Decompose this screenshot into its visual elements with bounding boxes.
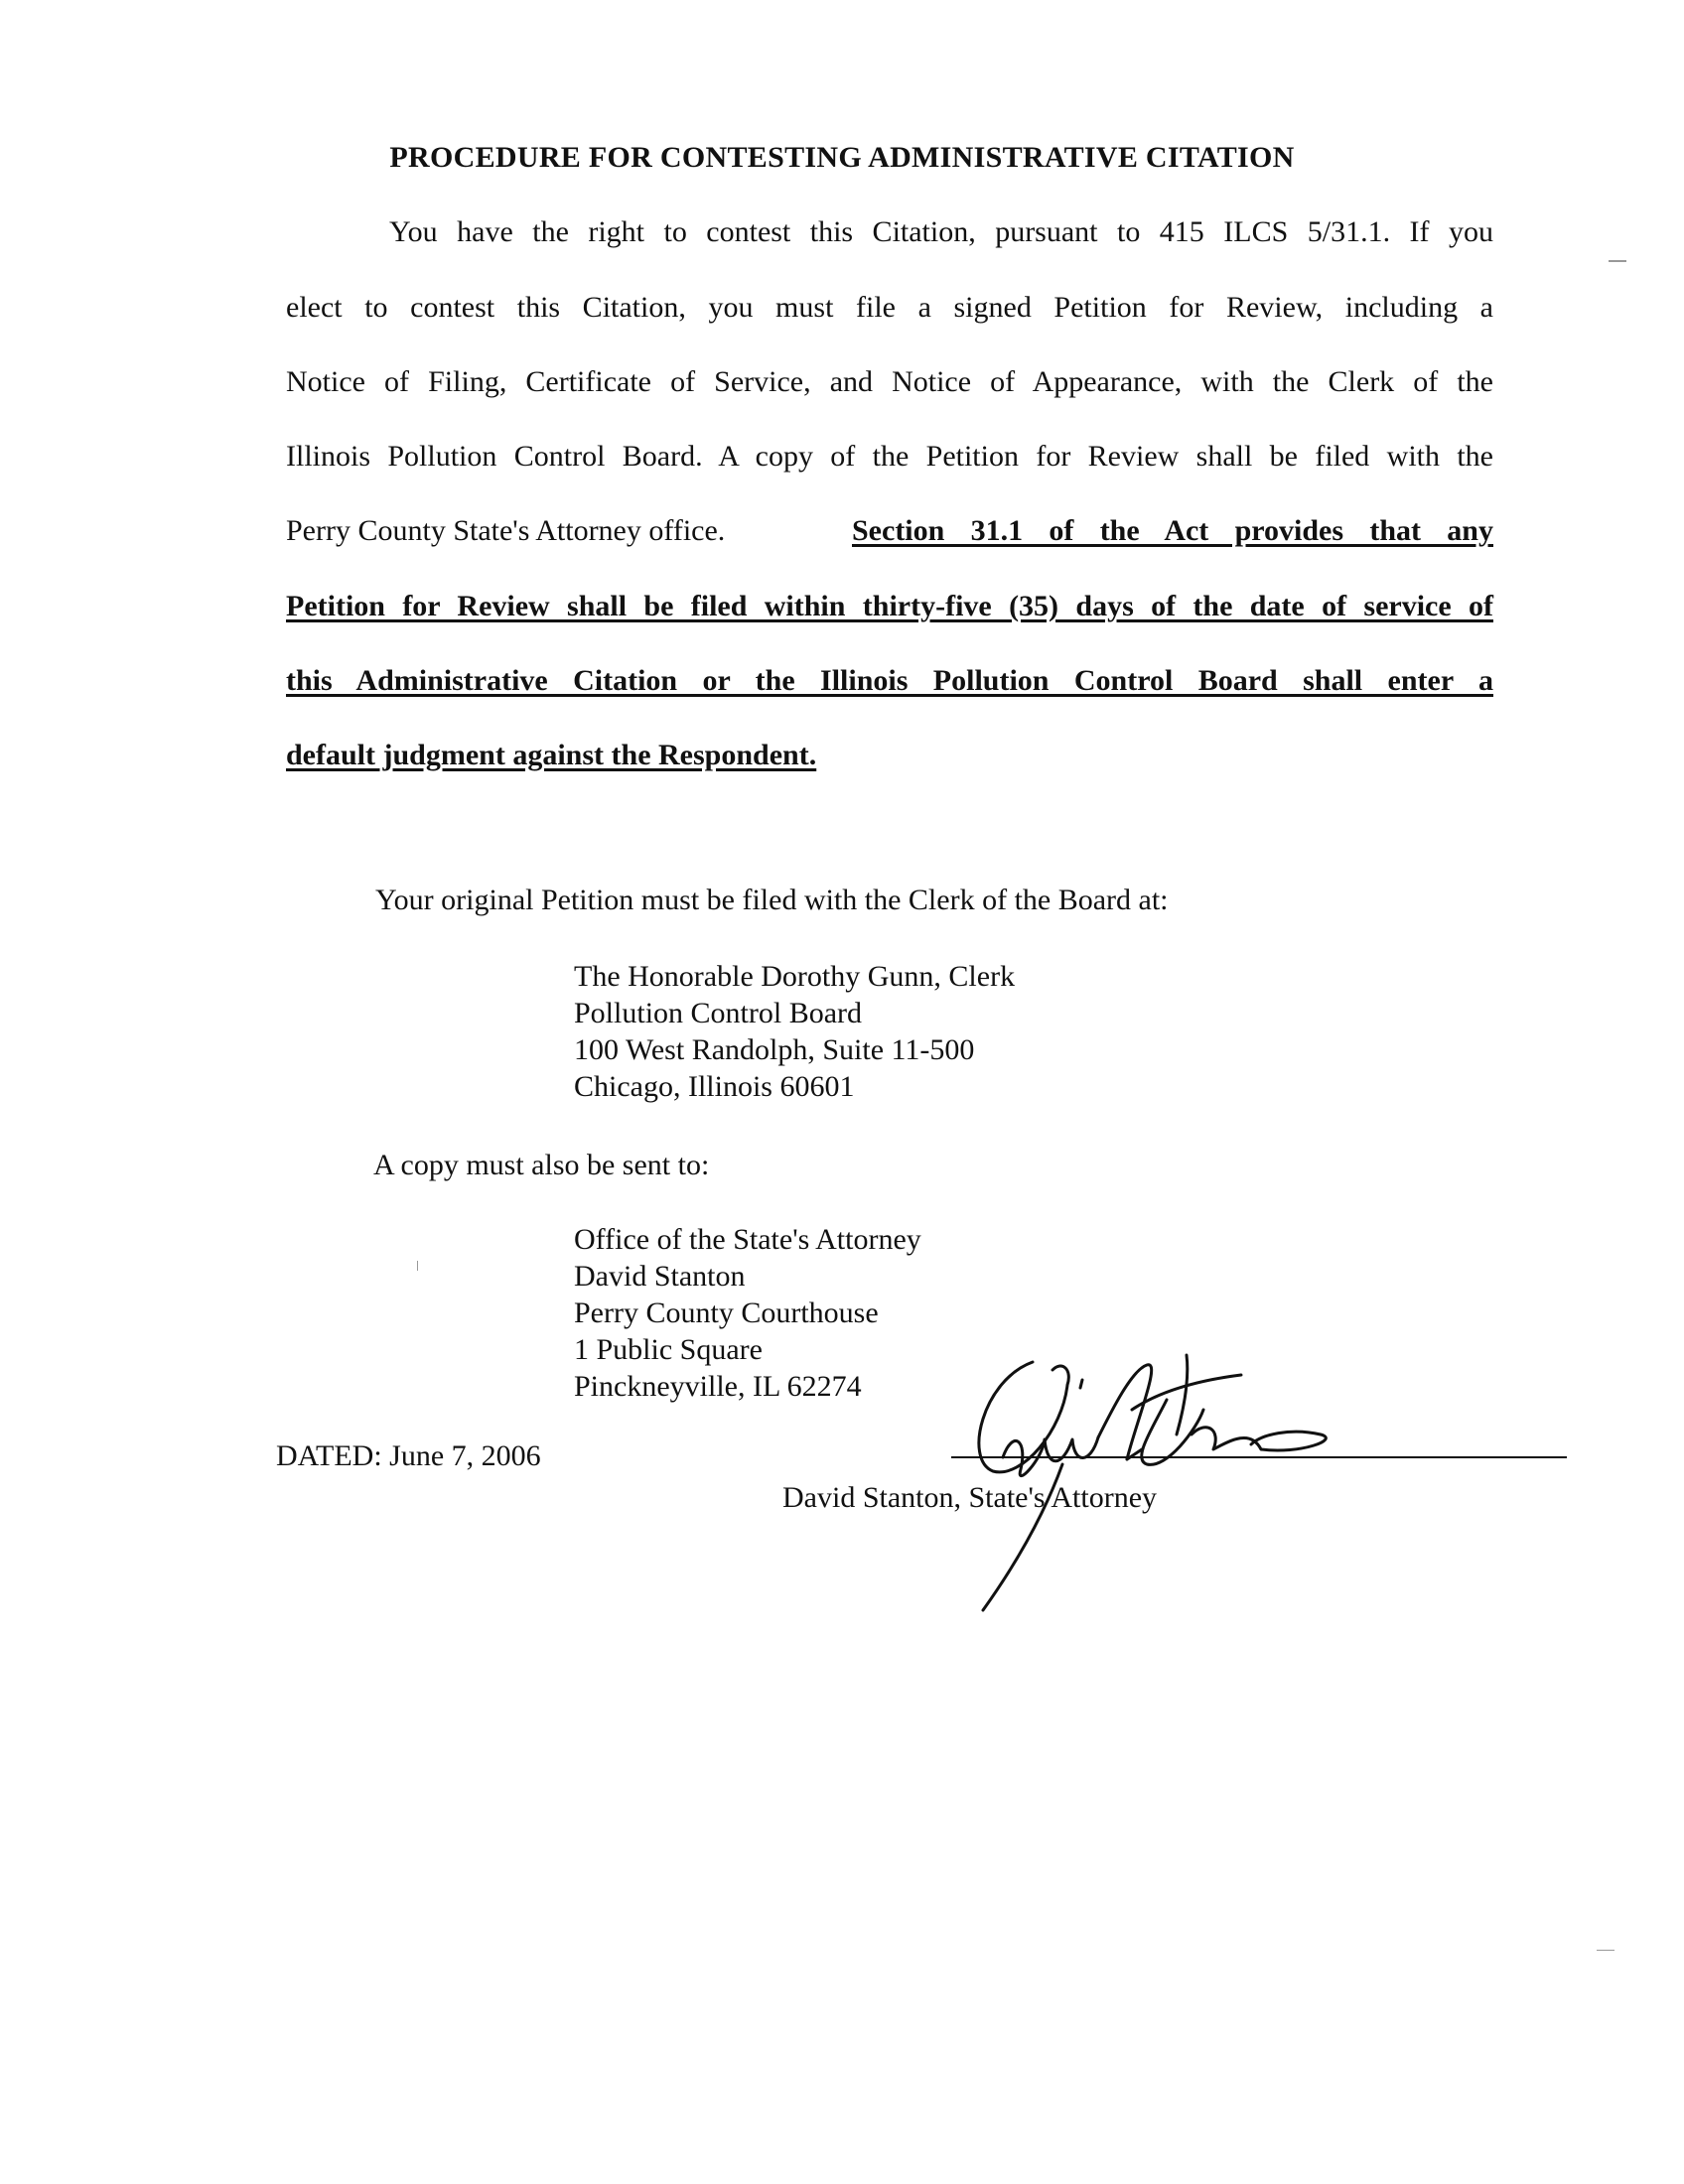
paragraph-line: Notice of Filing, Certificate of Service, and Notice of Appearance, with the Clerk of the xyxy=(286,365,1493,398)
address-line: Chicago, Illinois 60601 xyxy=(574,1070,855,1103)
document-title: PROCEDURE FOR CONTESTING ADMINISTRATIVE CITATION xyxy=(389,141,1295,174)
scan-mark xyxy=(1597,1950,1614,1951)
address-line: Office of the State's Attorney xyxy=(574,1223,921,1256)
clerk-address xyxy=(574,958,1015,1105)
signer-name: David Stanton, State's Attorney xyxy=(782,1481,1158,1514)
address-line: Pinckneyville, IL 62274 xyxy=(574,1370,862,1403)
dated-line: DATED: June 7, 2006 xyxy=(276,1439,541,1472)
handwritten-signature xyxy=(923,1340,1440,1618)
attorney-address xyxy=(574,1221,921,1405)
address-line: David Stanton xyxy=(574,1260,746,1293)
emphasis-line: this Administrative Citation or the Illinois Pollution Control Board shall enter a xyxy=(286,664,1493,697)
filing-instruction: Your original Petition must be filed with the Clerk of the Board at: xyxy=(375,884,1169,916)
address-line: 1 Public Square xyxy=(574,1333,763,1366)
paragraph-line: You have the right to contest this Citation, pursuant to 415 ILCS 5/31.1. If you xyxy=(389,215,1493,248)
paragraph-line: Perry County State's Attorney office. xyxy=(286,514,726,547)
paragraph-line: Illinois Pollution Control Board. A copy of the Petition for Review shall be filed with the xyxy=(286,440,1493,473)
paragraph-line: elect to contest this Citation, you must file a signed Petition for Review, including a xyxy=(286,291,1493,324)
address-line: The Honorable Dorothy Gunn, Clerk xyxy=(574,960,1016,993)
emphasis-line: default judgment against the Respondent. xyxy=(286,739,817,771)
address-line: Perry County Courthouse xyxy=(574,1297,879,1329)
copy-instruction: A copy must also be sent to: xyxy=(373,1149,710,1181)
scan-mark xyxy=(1609,260,1626,262)
address-line: 100 West Randolph, Suite 11-500 xyxy=(574,1033,975,1066)
emphasis-line: Petition for Review shall be filed within thirty-five (35) days of the date of service of xyxy=(286,590,1493,622)
scan-mark xyxy=(417,1261,418,1271)
emphasis-line: Section 31.1 of the Act provides that any xyxy=(852,514,1493,547)
address-line: Pollution Control Board xyxy=(574,997,863,1029)
